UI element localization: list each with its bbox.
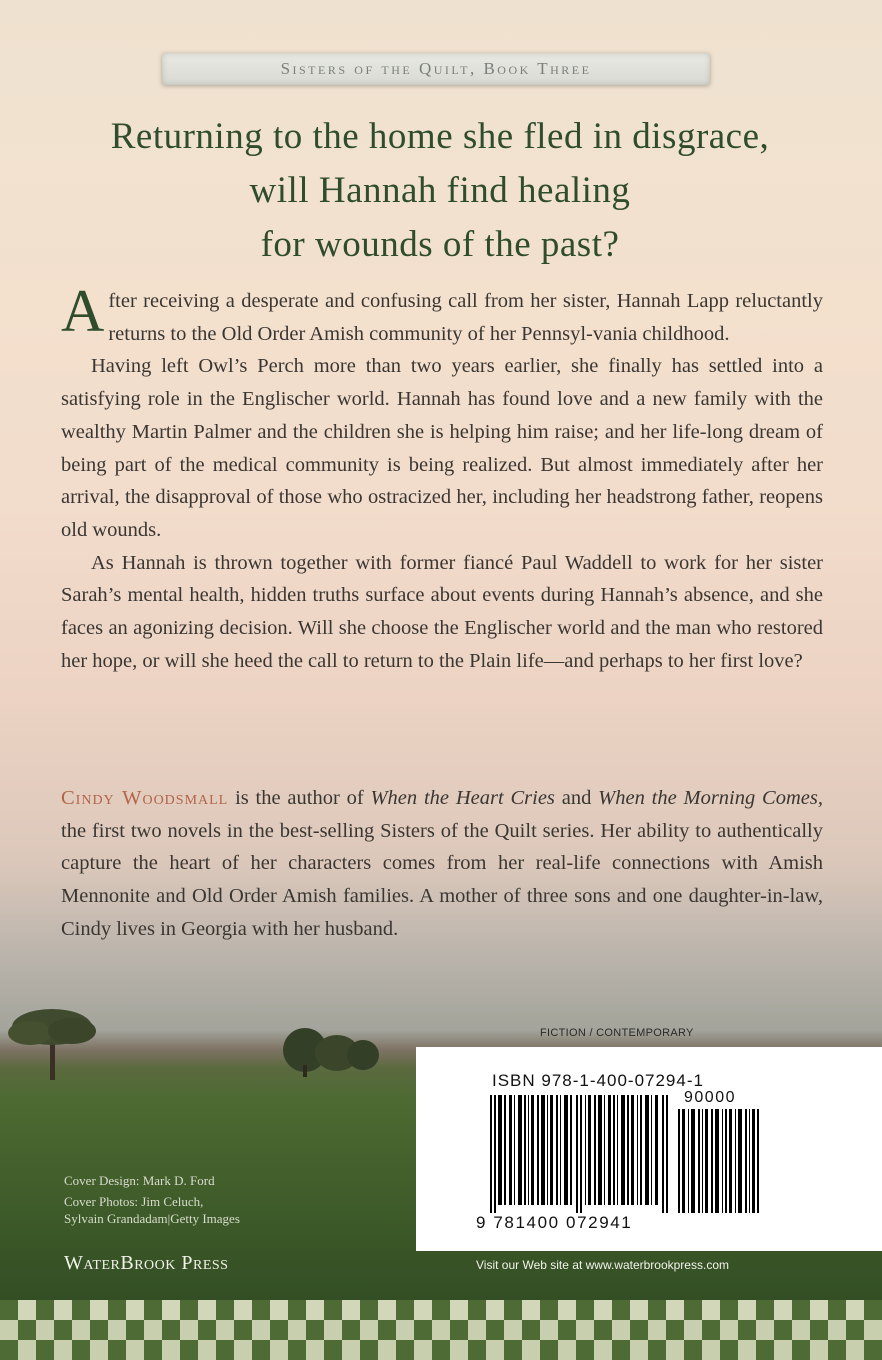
book-title-1: When the Heart Cries bbox=[370, 787, 555, 809]
author-bio: Cindy Woodsmall is the author of When the Heart Cries and When the Morning Comes, the first two novels in the best-selling Sisters of the Quilt series. Her ability to authentically capture the heart of her characters comes from her real-life connections with Amish Mennonite and Old Order Amish families. A mother of three sons and one daughter-in-law, Cindy lives in Georgia with her husband. bbox=[61, 787, 823, 940]
headline-line-1: Returning to the home she fled in disgrace, bbox=[110, 116, 770, 157]
barcode-addon-bars bbox=[678, 1109, 760, 1213]
headline-line-2: will Hannah find healing bbox=[249, 170, 631, 211]
barcode-bars bbox=[490, 1095, 670, 1213]
cover-design-credit: Cover Design: Mark D. Ford bbox=[64, 1173, 215, 1188]
series-banner bbox=[162, 53, 710, 85]
barcode-digits: 9 781400 072941 bbox=[476, 1213, 633, 1232]
tree-cluster-illustration bbox=[275, 1015, 385, 1080]
author-name: Cindy Woodsmall bbox=[61, 787, 229, 809]
price-code: 90000 bbox=[684, 1089, 736, 1106]
book-description bbox=[61, 278, 823, 677]
isbn-label: ISBN 978-1-400-07294-1 bbox=[492, 1071, 704, 1090]
headline-line-3: for wounds of the past? bbox=[260, 224, 620, 265]
description-paragraph-1: After receiving a desperate and confusing call from her sister, Hannah Lapp reluctantly returns to the Old Order Amish community of her Pennsyl-vania childhood. bbox=[61, 278, 823, 345]
quilt-border-row-2 bbox=[0, 1320, 882, 1340]
quilt-border-row-1 bbox=[0, 1300, 882, 1320]
cover-photos-credit-2: Sylvain Grandadam|Getty Images bbox=[64, 1211, 240, 1226]
cover-credits bbox=[64, 1172, 240, 1227]
book-title-2: When the Morning Comes, bbox=[598, 787, 823, 809]
drop-cap: A bbox=[61, 278, 105, 344]
barcode-box bbox=[416, 1047, 882, 1251]
tagline-headline bbox=[40, 110, 840, 272]
description-paragraph-3: As Hannah is thrown together with former fiancé Paul Waddell to work for her sister Sarah’s mental health, hidden truths surface about events during Hannah’s absence, and she faces an agonizing decision. Will she choose the Englischer world and the man who restored her hope, or will she heed the call to return to the Plain life—and perhaps to her first love? bbox=[61, 551, 823, 672]
website-notice: Visit our Web site at www.waterbrookpress.com bbox=[476, 1258, 729, 1272]
genre-category: FICTION / CONTEMPORARY bbox=[540, 1027, 694, 1039]
description-paragraph-2: Having left Owl’s Perch more than two years earlier, she finally has settled into a satisfying role in the Englischer world. Hannah has found love and a new family with the wealthy Martin Palmer and the children she is helping him raise; and her life-long dream of being part of the medical community is being realized. But almost immediately after her arrival, the disapproval of those who ostracized her, including her headstrong father, reopens old wounds. bbox=[61, 355, 823, 541]
series-title: Sisters of the Quilt, Book Three bbox=[280, 59, 592, 78]
publisher-name: WaterBrook Press bbox=[64, 1252, 229, 1274]
quilt-border-row-3 bbox=[0, 1340, 882, 1360]
cover-photos-credit: Cover Photos: Jim Celuch, bbox=[64, 1194, 204, 1209]
tree-left-illustration bbox=[0, 995, 110, 1085]
